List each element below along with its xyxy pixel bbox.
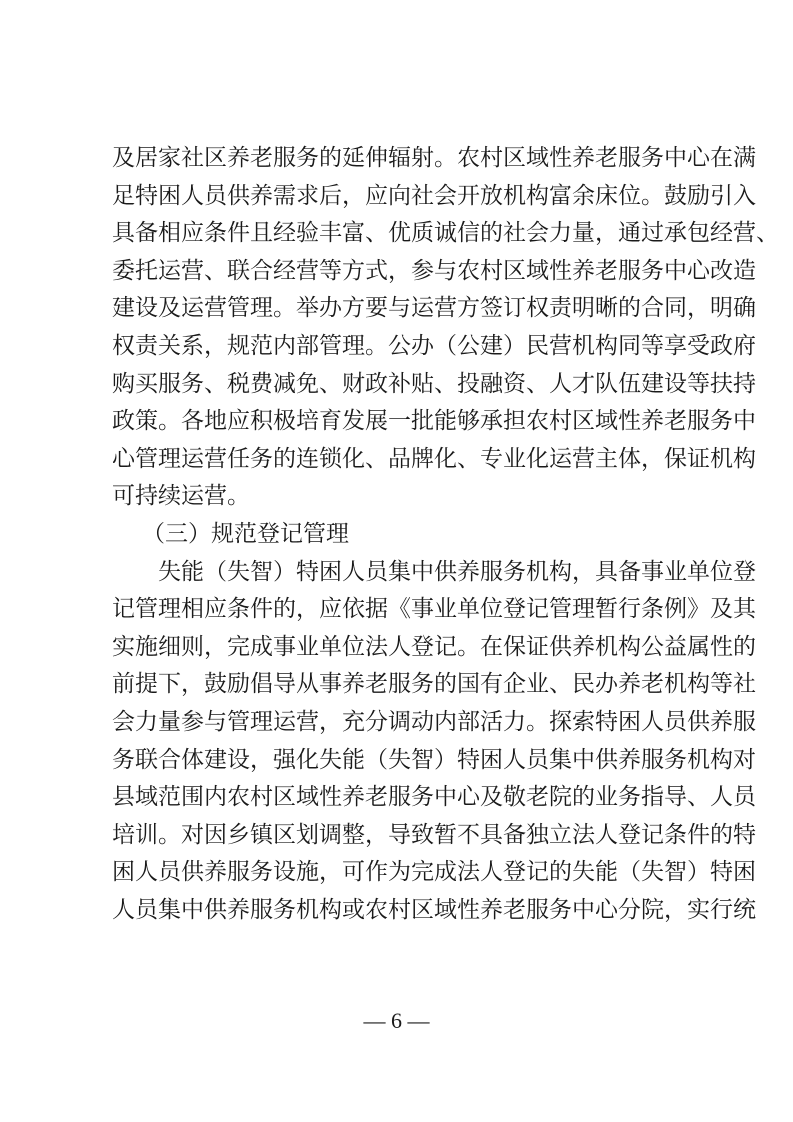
text-line: 及居家社区养老服务的延伸辐射。农村区域性养老服务中心在满 [112,145,756,171]
text-line: 县域范围内农村区域性养老服务中心及敬老院的业务指导、人员 [112,784,756,811]
text-line: 会力量参与管理运营，充分调动内部活力。探索特困人员供养服 [112,708,756,735]
text-line: 具备相应条件且经验丰富、优质诚信的社会力量，通过承包经营、 [112,220,779,247]
text-line: 建设及运营管理。举办方要与运营方签订权责明晰的合同，明确 [112,295,756,322]
text-line: 记管理相应条件的，应依据《事业单位登记管理暂行条例》及其 [112,596,756,623]
text-line: 购买服务、税费减免、财政补贴、投融资、人才队伍建设等扶持 [112,370,756,397]
text-line: 务联合体建设，强化失能（失智）特困人员集中供养服务机构对 [112,746,756,773]
text-line: 政策。各地应积极培育发展一批能够承担农村区域性养老服务中 [112,408,756,435]
text-line: 培训。对因乡镇区划调整，导致暂不具备独立法人登记条件的特 [112,821,756,848]
section-heading: （三）规范登记管理 [142,520,349,547]
text-line: 实施细则，完成事业单位法人登记。在保证供养机构公益属性的 [112,633,756,660]
text-line: 权责关系，规范内部管理。公办（公建）民营机构同等享受政府 [112,332,756,359]
page-number: — 6 — [363,1008,430,1033]
text-line: 前提下，鼓励倡导从事养老服务的国有企业、民办养老机构等社 [112,671,756,698]
text-line: 困人员供养服务设施，可作为完成法人登记的失能（失智）特困 [112,859,756,886]
text-line: 失能（失智）特困人员集中供养服务机构，具备事业单位登 [158,558,756,585]
text-line: 人员集中供养服务机构或农村区域性养老服务中心分院，实行统 [112,896,756,923]
text-line: 心管理运营任务的连锁化、品牌化、专业化运营主体，保证机构 [112,445,756,472]
text-line: 足特困人员供养需求后，应向社会开放机构富余床位。鼓励引入 [112,182,756,209]
text-line: 委托运营、联合经营等方式，参与农村区域性养老服务中心改造 [112,257,756,284]
text-line: 可持续运营。 [112,483,250,510]
body-text [112,140,779,929]
